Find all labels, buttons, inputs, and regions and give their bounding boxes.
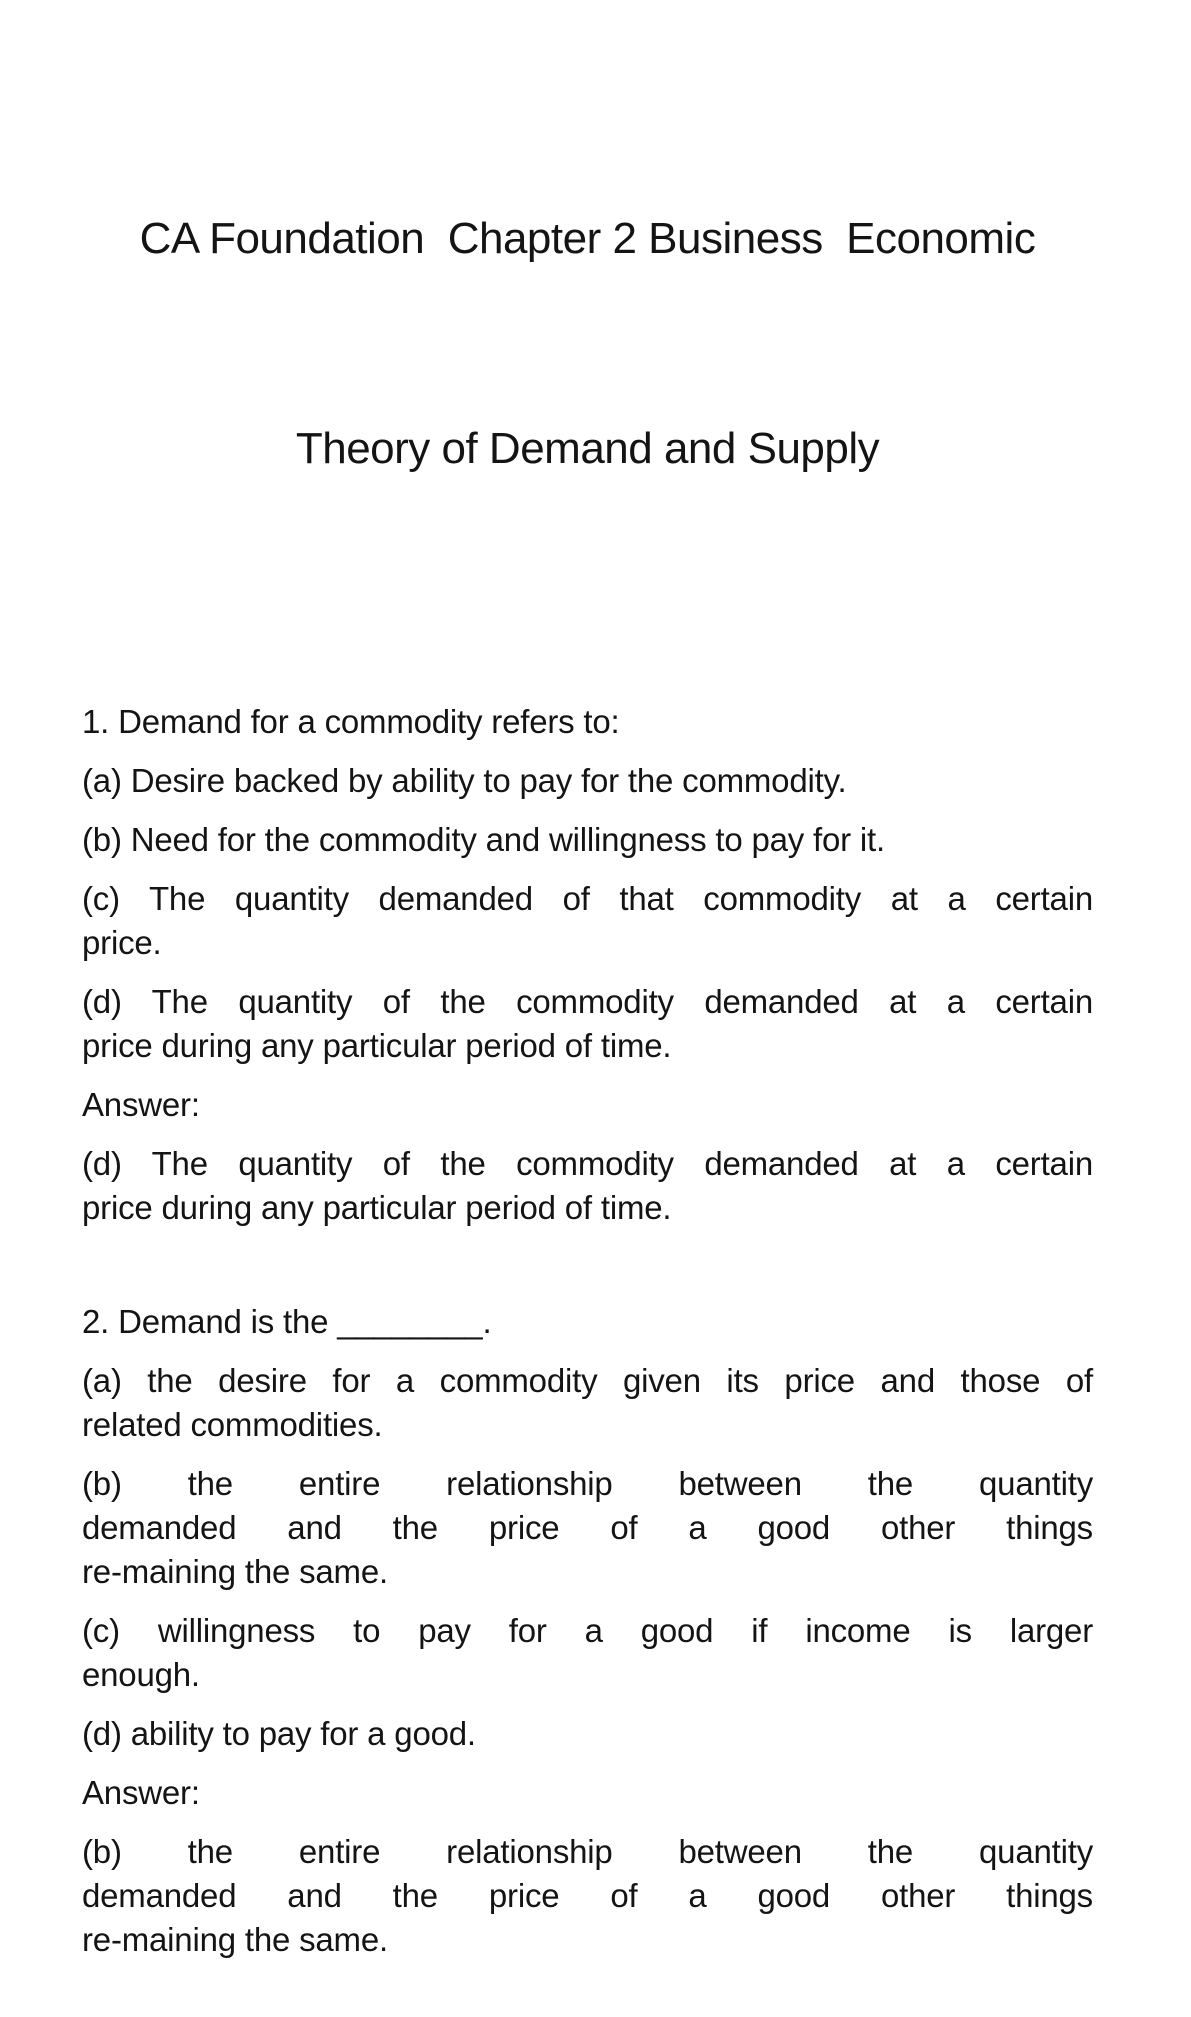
text-line: re-maining the same.: [82, 1553, 388, 1590]
text-line: (d) The quantity of the commodity demanded at a certain: [82, 1145, 1093, 1182]
text-line: (b) Need for the commodity and willingness to pay for it.: [82, 821, 885, 858]
text-line: demanded and the price of a good other things: [82, 1877, 1093, 1914]
question-1-option-d: [82, 980, 1093, 1068]
text-line: related commodities.: [82, 1406, 383, 1443]
text-line: enough.: [82, 1656, 200, 1693]
question-2: [82, 1300, 1093, 1962]
question-2-option-a: [82, 1359, 1093, 1447]
text-line: (c) The quantity demanded of that commodity at a certain: [82, 880, 1093, 917]
question-1-option-a: [82, 759, 1093, 803]
text-line: re-maining the same.: [82, 1921, 388, 1958]
text-line: (d) ability to pay for a good.: [82, 1715, 476, 1752]
question-1-answer-text: [82, 1142, 1093, 1230]
text-line: price.: [82, 924, 162, 961]
text-line: (a) Desire backed by ability to pay for the commodity.: [82, 762, 847, 799]
question-1: [82, 700, 1093, 1230]
title-line-1: CA Foundation Chapter 2 Business Economic: [139, 214, 1036, 263]
text-line: (c) willingness to pay for a good if income is larger: [82, 1612, 1093, 1649]
text-line: (a) the desire for a commodity given its price and those of: [82, 1362, 1093, 1399]
question-2-heading: 2. Demand is the ________.: [82, 1303, 492, 1340]
question-1-heading: 1. Demand for a commodity refers to:: [82, 703, 620, 740]
question-2-answer-text: [82, 1830, 1093, 1962]
title-line-2: Theory of Demand and Supply: [295, 424, 880, 473]
text-line: demanded and the price of a good other things: [82, 1509, 1093, 1546]
question-2-answer-label: Answer:: [82, 1774, 200, 1811]
question-1-answer-label: Answer:: [82, 1086, 200, 1123]
text-line: (d) The quantity of the commodity demanded at a certain: [82, 983, 1093, 1020]
question-1-option-b: [82, 818, 1093, 862]
text-line: price during any particular period of time.: [82, 1189, 672, 1226]
question-1-option-c: [82, 877, 1093, 965]
question-2-option-b: [82, 1462, 1093, 1594]
text-line: price during any particular period of time.: [82, 1027, 672, 1064]
question-2-option-d: [82, 1712, 1093, 1756]
text-line: (b) the entire relationship between the quantity: [82, 1833, 1093, 1870]
page-title: [82, 64, 1093, 624]
text-line: (b) the entire relationship between the quantity: [82, 1465, 1093, 1502]
